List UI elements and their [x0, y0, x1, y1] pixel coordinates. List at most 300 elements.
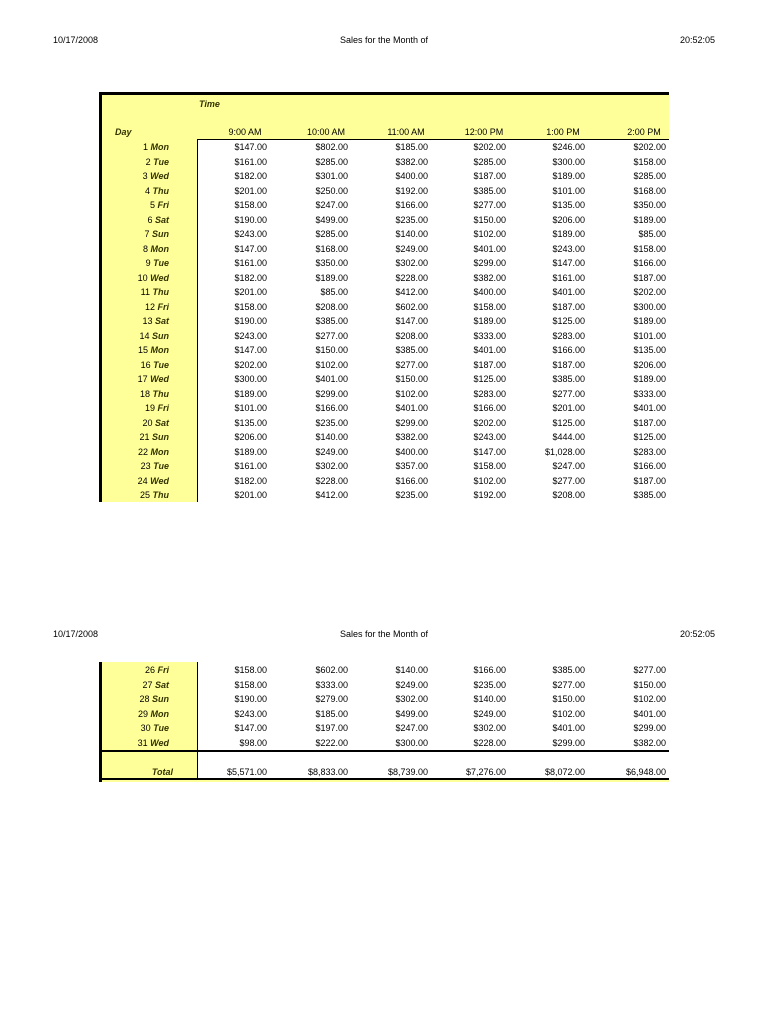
- sales-cell: $182.00: [234, 475, 267, 486]
- table-row: [99, 388, 669, 403]
- header-underline: [197, 139, 669, 140]
- day-number: 27: [142, 679, 153, 690]
- sales-cell: $277.00: [395, 359, 428, 370]
- sales-cell: $166.00: [395, 475, 428, 486]
- sales-cell: $102.00: [473, 229, 506, 239]
- sales-cell: $602.00: [395, 301, 428, 312]
- table-row: [99, 431, 669, 446]
- sales-cell: $208.00: [395, 330, 428, 341]
- day-label: [99, 447, 169, 457]
- day-label: [99, 157, 169, 167]
- sales-cell: $158.00: [633, 156, 666, 167]
- day-number: 28: [139, 694, 150, 704]
- sales-cell: $285.00: [315, 229, 348, 239]
- sales-cell: $125.00: [552, 316, 585, 326]
- day-number: 31: [137, 737, 148, 748]
- sales-cell: $299.00: [552, 737, 585, 748]
- day-number: 16: [140, 359, 151, 370]
- sales-cell: $400.00: [473, 287, 506, 297]
- sales-cell: $243.00: [473, 432, 506, 442]
- sales-cell: $201.00: [234, 287, 267, 297]
- sales-cell: $385.00: [633, 490, 666, 500]
- day-name: Sat: [154, 679, 169, 690]
- sales-cell: $85.00: [638, 229, 666, 239]
- sales-cell: $150.00: [473, 214, 506, 225]
- table-row: [99, 301, 669, 316]
- day-label: [99, 432, 169, 442]
- day-name: Wed: [150, 475, 169, 486]
- table-row: [99, 156, 669, 171]
- sales-cell: $283.00: [552, 330, 585, 341]
- day-number: 1: [142, 142, 148, 152]
- day-name: Tue: [153, 723, 169, 733]
- sales-cell: $187.00: [552, 359, 585, 370]
- sales-cell: $206.00: [234, 432, 267, 442]
- sales-cell: $125.00: [633, 432, 666, 442]
- sales-cell: $208.00: [315, 301, 348, 312]
- sales-cell: $385.00: [473, 185, 506, 196]
- sales-cell: $401.00: [395, 403, 428, 413]
- sales-cell: $206.00: [633, 359, 666, 370]
- day-name: Tue: [153, 156, 169, 167]
- sales-cell: $202.00: [633, 287, 666, 297]
- sales-cell: $158.00: [234, 679, 267, 690]
- day-label: [99, 244, 169, 254]
- sales-cell: $158.00: [234, 665, 267, 675]
- day-name: Sat: [154, 214, 169, 225]
- column-header: 12:00 PM: [464, 127, 504, 137]
- sales-cell: $1,028.00: [544, 446, 585, 457]
- page-header-2: [0, 629, 768, 643]
- sales-cell: $285.00: [633, 171, 666, 181]
- day-number: 21: [139, 432, 150, 442]
- sales-cell: $602.00: [315, 665, 348, 675]
- table-row: [99, 185, 669, 200]
- sales-cell: $202.00: [473, 142, 506, 152]
- sales-cell: $350.00: [315, 258, 348, 268]
- print-time: 20:52:05: [679, 35, 715, 45]
- sales-cell: $189.00: [552, 171, 585, 181]
- day-label: [99, 215, 169, 225]
- day-number: 8: [142, 243, 148, 254]
- sales-cell: $201.00: [234, 490, 267, 500]
- day-label: [99, 273, 169, 283]
- sales-cell: $247.00: [315, 200, 348, 210]
- day-name: Sun: [152, 432, 169, 442]
- sales-cell: $350.00: [633, 200, 666, 210]
- day-number: 20: [142, 417, 153, 428]
- sales-cell: $102.00: [473, 475, 506, 486]
- sales-cell: $125.00: [552, 417, 585, 428]
- sales-cell: $302.00: [315, 461, 348, 471]
- sales-cell: $228.00: [473, 737, 506, 748]
- day-name: Fri: [157, 665, 169, 675]
- day-label: [99, 389, 169, 399]
- day-label: [99, 302, 169, 312]
- sales-cell: $249.00: [315, 446, 348, 457]
- day-name: Wed: [150, 374, 169, 384]
- sales-cell: $283.00: [633, 446, 666, 457]
- sales-cell: $147.00: [234, 243, 267, 254]
- day-label: [99, 345, 169, 355]
- sales-cell: $102.00: [395, 388, 428, 399]
- page-header-1: [0, 35, 768, 49]
- day-number: 4: [144, 185, 150, 196]
- table-row: [99, 460, 669, 475]
- sales-cell: $300.00: [395, 737, 428, 748]
- day-number: 25: [139, 490, 150, 500]
- sales-cell: $201.00: [552, 403, 585, 413]
- sales-cell: $249.00: [395, 243, 428, 254]
- sales-cell: $385.00: [315, 316, 348, 326]
- sales-cell: $147.00: [234, 723, 267, 733]
- sales-cell: $98.00: [239, 737, 267, 748]
- total-cell: $6,948.00: [625, 767, 666, 777]
- sales-table-page-1: [99, 92, 669, 502]
- sales-cell: $300.00: [234, 374, 267, 384]
- sales-cell: $301.00: [315, 171, 348, 181]
- sales-cell: $166.00: [473, 665, 506, 675]
- sales-cell: $158.00: [234, 301, 267, 312]
- table-bottom-border: [99, 778, 669, 780]
- day-name: Sun: [152, 229, 169, 239]
- sales-cell: $283.00: [473, 388, 506, 399]
- sales-cell: $150.00: [395, 374, 428, 384]
- day-name: Mon: [150, 142, 169, 152]
- sales-cell: $302.00: [395, 694, 428, 704]
- day-name: Fri: [157, 403, 169, 413]
- day-name: Fri: [157, 200, 169, 210]
- day-number: 7: [144, 229, 150, 239]
- sales-cell: $166.00: [395, 200, 428, 210]
- sales-cell: $192.00: [395, 185, 428, 196]
- sales-cell: $161.00: [234, 156, 267, 167]
- day-label: [99, 418, 169, 428]
- table-row: [99, 228, 669, 243]
- sales-cell: $382.00: [633, 737, 666, 748]
- day-label: [99, 258, 169, 268]
- day-label: [99, 694, 169, 704]
- sales-cell: $444.00: [552, 432, 585, 442]
- total-cell: $8,739.00: [387, 767, 428, 777]
- table-row: [99, 446, 669, 461]
- day-name: Tue: [153, 258, 169, 268]
- sales-cell: $189.00: [234, 446, 267, 457]
- sales-cell: $189.00: [633, 374, 666, 384]
- table-row: [99, 679, 669, 694]
- sales-cell: $161.00: [552, 272, 585, 283]
- day-label: [99, 360, 169, 370]
- sales-cell: $150.00: [552, 694, 585, 704]
- total-separator: [99, 750, 669, 752]
- sales-cell: $382.00: [473, 272, 506, 283]
- total-cell: $7,276.00: [465, 767, 506, 777]
- sales-cell: $382.00: [395, 432, 428, 442]
- sales-cell: $279.00: [315, 694, 348, 704]
- sales-cell: $201.00: [234, 185, 267, 196]
- sales-cell: $249.00: [395, 679, 428, 690]
- sales-cell: $147.00: [234, 142, 267, 152]
- table-row: [99, 141, 669, 156]
- sales-cell: $102.00: [633, 694, 666, 704]
- day-number: 14: [139, 330, 150, 341]
- sales-cell: $189.00: [633, 316, 666, 326]
- sales-cell: $401.00: [315, 374, 348, 384]
- sales-cell: $277.00: [552, 679, 585, 690]
- day-number: 5: [149, 200, 155, 210]
- sales-cell: $147.00: [552, 258, 585, 268]
- sales-cell: $277.00: [473, 200, 506, 210]
- sales-cell: $333.00: [473, 330, 506, 341]
- sales-cell: $202.00: [234, 359, 267, 370]
- table-row: [99, 272, 669, 287]
- day-number: 3: [142, 171, 148, 181]
- sales-cell: $189.00: [473, 316, 506, 326]
- day-number: 6: [147, 214, 153, 225]
- sales-cell: $285.00: [315, 156, 348, 167]
- sales-cell: $385.00: [395, 345, 428, 355]
- sales-cell: $401.00: [473, 345, 506, 355]
- sales-cell: $299.00: [633, 723, 666, 733]
- sales-cell: $247.00: [395, 723, 428, 733]
- sales-cell: $285.00: [473, 156, 506, 167]
- day-number: 29: [137, 708, 148, 719]
- table-row: [99, 286, 669, 301]
- sales-cell: $197.00: [315, 723, 348, 733]
- day-number: 26: [144, 665, 155, 675]
- sales-cell: $277.00: [552, 388, 585, 399]
- day-name: Sat: [154, 417, 169, 428]
- day-name: Wed: [150, 171, 169, 181]
- day-name: Tue: [153, 461, 169, 471]
- table-row: [99, 693, 669, 708]
- sales-cell: $401.00: [633, 403, 666, 413]
- day-name: Fri: [157, 301, 169, 312]
- sales-cell: $166.00: [473, 403, 506, 413]
- sales-cell: $182.00: [234, 171, 267, 181]
- sales-cell: $168.00: [315, 243, 348, 254]
- day-number: 19: [144, 403, 155, 413]
- column-header: 2:00 PM: [627, 127, 661, 137]
- sales-cell: $299.00: [473, 258, 506, 268]
- day-label: [99, 186, 169, 196]
- sales-cell: $401.00: [552, 723, 585, 733]
- day-label: [99, 200, 169, 210]
- sales-cell: $101.00: [234, 403, 267, 413]
- day-label: [99, 709, 169, 719]
- table-row: [99, 359, 669, 374]
- sales-cell: $385.00: [552, 665, 585, 675]
- sales-cell: $300.00: [552, 156, 585, 167]
- time-axis-label: Time: [199, 99, 220, 109]
- sales-cell: $206.00: [552, 214, 585, 225]
- sales-cell: $499.00: [315, 214, 348, 225]
- sales-cell: $147.00: [234, 345, 267, 355]
- sales-cell: $202.00: [473, 417, 506, 428]
- sales-cell: $401.00: [473, 243, 506, 254]
- sales-cell: $189.00: [552, 229, 585, 239]
- report-title: Sales for the Month of: [339, 629, 429, 639]
- sales-cell: $243.00: [234, 708, 267, 719]
- sales-cell: $277.00: [552, 475, 585, 486]
- table-row: [99, 199, 669, 214]
- report-title: Sales for the Month of: [339, 35, 429, 45]
- day-name: Thu: [152, 388, 169, 399]
- sales-cell: $277.00: [315, 330, 348, 341]
- sales-cell: $401.00: [633, 708, 666, 719]
- print-time: 20:52:05: [679, 629, 715, 639]
- sales-cell: $125.00: [473, 374, 506, 384]
- day-label: [99, 665, 169, 675]
- sales-cell: $302.00: [473, 723, 506, 733]
- sales-cell: $400.00: [395, 446, 428, 457]
- sales-cell: $243.00: [552, 243, 585, 254]
- day-axis-label: Day: [115, 127, 132, 137]
- day-number: 2: [145, 156, 151, 167]
- sales-cell: $150.00: [315, 345, 348, 355]
- sales-cell: $147.00: [395, 316, 428, 326]
- day-name: Sun: [152, 330, 169, 341]
- sales-cell: $382.00: [395, 156, 428, 167]
- sales-cell: $400.00: [395, 171, 428, 181]
- sales-cell: $189.00: [315, 272, 348, 283]
- sales-cell: $243.00: [234, 229, 267, 239]
- column-header: 1:00 PM: [546, 127, 580, 137]
- sales-cell: $250.00: [315, 185, 348, 196]
- table-row: [99, 170, 669, 185]
- day-number: 12: [144, 301, 155, 312]
- table-row: [99, 257, 669, 272]
- day-number: 17: [137, 374, 148, 384]
- sales-cell: $385.00: [552, 374, 585, 384]
- sales-cell: $208.00: [552, 490, 585, 500]
- total-cell: $8,833.00: [307, 767, 348, 777]
- day-label: [99, 680, 169, 690]
- column-header: 10:00 AM: [306, 127, 346, 137]
- day-name: Wed: [150, 737, 169, 748]
- sales-cell: $135.00: [234, 417, 267, 428]
- sales-cell: $228.00: [395, 272, 428, 283]
- sales-cell: $235.00: [395, 214, 428, 225]
- sales-cell: $222.00: [315, 737, 348, 748]
- sales-cell: $187.00: [633, 475, 666, 486]
- total-label: Total: [151, 767, 173, 777]
- day-name: Mon: [150, 345, 169, 355]
- day-label: [99, 723, 169, 733]
- day-number: 23: [140, 461, 151, 471]
- sales-cell: $299.00: [395, 417, 428, 428]
- sales-cell: $190.00: [234, 316, 267, 326]
- day-name: Wed: [150, 272, 169, 283]
- table-row: [99, 489, 669, 504]
- day-name: Thu: [152, 287, 169, 297]
- day-number: 13: [142, 316, 153, 326]
- sales-cell: $187.00: [473, 171, 506, 181]
- table-row: [99, 243, 669, 258]
- sales-cell: $187.00: [633, 417, 666, 428]
- day-label: [99, 316, 169, 326]
- table-row: [99, 214, 669, 229]
- day-number: 11: [140, 287, 150, 297]
- day-number: 18: [139, 388, 150, 399]
- table-row: [99, 417, 669, 432]
- sales-cell: $85.00: [320, 287, 348, 297]
- sales-cell: $247.00: [552, 461, 585, 471]
- day-label: [99, 476, 169, 486]
- sales-cell: $185.00: [395, 142, 428, 152]
- day-name: Mon: [150, 708, 169, 719]
- sales-cell: $235.00: [473, 679, 506, 690]
- sales-cell: $101.00: [633, 330, 666, 341]
- sales-cell: $190.00: [234, 694, 267, 704]
- sales-cell: $401.00: [552, 287, 585, 297]
- sales-cell: $102.00: [552, 708, 585, 719]
- table-row: [99, 373, 669, 388]
- table-row: [99, 664, 669, 679]
- day-name: Tue: [153, 359, 169, 370]
- sales-cell: $187.00: [633, 272, 666, 283]
- table-row: [99, 402, 669, 417]
- sales-cell: $158.00: [234, 200, 267, 210]
- table-row: [99, 737, 669, 752]
- table-row: [99, 330, 669, 345]
- day-label: [99, 374, 169, 384]
- day-label: [99, 403, 169, 413]
- day-name: Thu: [152, 490, 169, 500]
- total-cell: $5,571.00: [226, 767, 267, 777]
- sales-cell: $302.00: [395, 258, 428, 268]
- day-number: 10: [137, 272, 148, 283]
- day-name: Sun: [152, 694, 169, 704]
- print-date: 10/17/2008: [53, 35, 99, 45]
- sales-cell: $150.00: [633, 679, 666, 690]
- sales-cell: $102.00: [315, 359, 348, 370]
- sales-cell: $187.00: [552, 301, 585, 312]
- sales-cell: $135.00: [552, 200, 585, 210]
- sales-cell: $101.00: [552, 185, 585, 196]
- day-name: Sat: [154, 316, 169, 326]
- sales-cell: $357.00: [395, 461, 428, 471]
- table-row: [99, 475, 669, 490]
- sales-cell: $187.00: [473, 359, 506, 370]
- day-label: [99, 331, 169, 341]
- day-label: [99, 171, 169, 181]
- table-row: [99, 722, 669, 737]
- table-row: [99, 344, 669, 359]
- table-row: [99, 708, 669, 723]
- sales-cell: $249.00: [473, 708, 506, 719]
- day-label: [99, 738, 169, 748]
- total-cell: $8,072.00: [544, 767, 585, 777]
- sales-cell: $189.00: [234, 388, 267, 399]
- day-name: Mon: [150, 446, 169, 457]
- sales-cell: $161.00: [234, 258, 267, 268]
- sales-cell: $499.00: [395, 708, 428, 719]
- sales-cell: $140.00: [395, 229, 428, 239]
- sales-cell: $235.00: [395, 490, 428, 500]
- sales-cell: $140.00: [473, 694, 506, 704]
- sales-cell: $166.00: [552, 345, 585, 355]
- sales-cell: $190.00: [234, 214, 267, 225]
- sales-cell: $277.00: [633, 665, 666, 675]
- day-name: Thu: [152, 185, 169, 196]
- sales-cell: $166.00: [315, 403, 348, 413]
- sales-cell: $412.00: [395, 287, 428, 297]
- sales-cell: $202.00: [633, 142, 666, 152]
- sales-cell: $192.00: [473, 490, 506, 500]
- column-header: 11:00 AM: [387, 127, 425, 137]
- sales-cell: $158.00: [473, 461, 506, 471]
